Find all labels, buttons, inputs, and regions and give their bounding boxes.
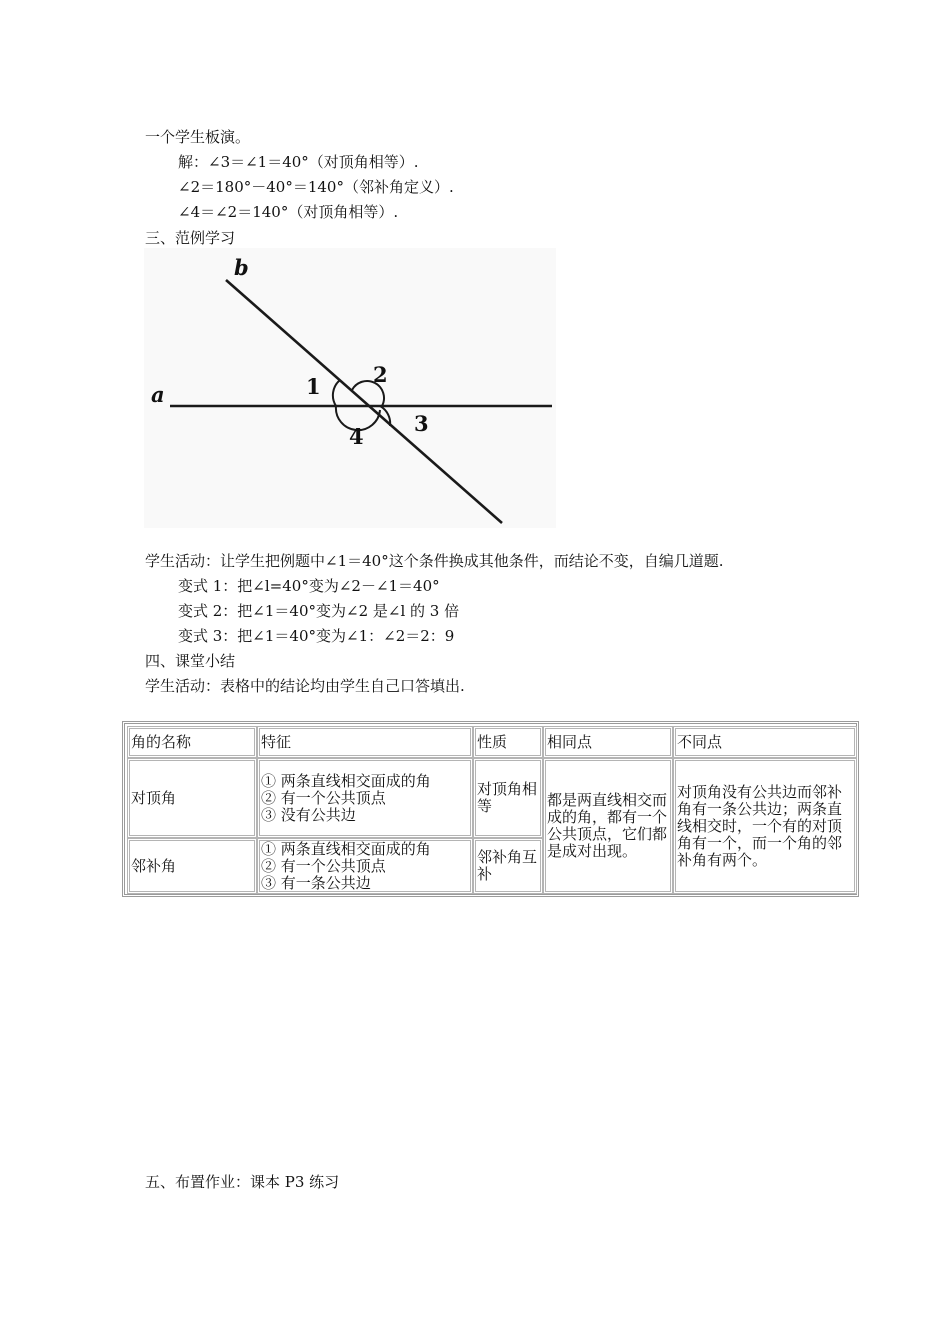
figure-svg [144,248,556,528]
text-line: 一个学生板演。 [145,128,251,146]
label-angle-4: 4 [349,424,364,449]
table-cell-features [257,838,473,894]
text-line: ∠2＝180°－40°＝140°（邻补角定义）. [178,178,454,196]
label-angle-2: 2 [373,362,388,387]
summary-table [122,721,859,897]
table-header-cell [257,726,473,758]
table-cell-property [473,758,543,838]
feature-item: ② 有一个公共顶点 [261,788,386,807]
header-label: 不同点 [677,732,723,751]
table-cell-property [473,838,543,894]
text-line: 解：∠3＝∠1＝40°（对顶角相等）. [178,153,419,171]
text-line: 变式 3：把∠1＝40°变为∠1：∠2＝2：9 [178,627,455,645]
intersecting-lines-figure [144,248,556,528]
feature-item: ① 两条直线相交面成的角 [261,839,431,858]
table-cell-same-points [543,758,673,894]
text-line: 变式 2：把∠1＝40°变为∠2 是∠l 的 3 倍 [178,602,460,620]
feature-item: ① 两条直线相交面成的角 [261,771,431,790]
label-b: b [234,255,249,280]
header-label: 角的名称 [131,732,192,751]
table-header-cell [543,726,673,758]
table-cell-features [257,758,473,838]
table-cell-angle-name [127,838,257,894]
feature-item: ③ 有一条公共边 [261,873,371,892]
cell-text: 对顶角没有公共边而邻补角有一条公共边；两条直线相交时，一个有的对顶角有一个，而一个角的邻补角有两个。 [677,782,843,869]
label-angle-1: 1 [306,374,321,399]
section-heading: 五、布置作业：课本 P3 练习 [145,1173,340,1191]
table-cell-angle-name [127,758,257,838]
table-cell-different-points [673,758,857,894]
text-line: 学生活动：表格中的结论均由学生自己口答填出. [145,677,465,695]
text-line: ∠4＝∠2＝140°（对顶角相等）. [178,203,399,221]
table-header-cell [473,726,543,758]
feature-item: ③ 没有公共边 [261,805,356,824]
cell-text: 都是两直线相交而成的角，都有一个公共顶点，它们都是成对出现。 [547,791,668,860]
line-b [226,280,502,523]
section-heading: 三、范例学习 [145,229,236,247]
cell-text: 对顶角 [131,788,177,807]
section-heading: 四、课堂小结 [145,652,236,670]
table-header-cell [673,726,857,758]
cell-text: 对顶角相等 [477,780,538,815]
header-label: 特征 [261,732,292,751]
feature-item: ② 有一个公共顶点 [261,856,386,875]
label-a: a [151,382,165,407]
label-angle-3: 3 [414,411,429,436]
text-line: 学生活动：让学生把例题中∠1＝40°这个条件换成其他条件，而结论不变，自编几道题. [145,552,724,570]
header-label: 性质 [477,732,508,751]
cell-text: 邻补角互补 [477,848,538,883]
table-header-cell [127,726,257,758]
text-line: 变式 1：把∠l=40°变为∠2－∠1＝40° [178,577,440,595]
header-label: 相同点 [547,732,593,751]
cell-text: 邻补角 [131,856,177,875]
